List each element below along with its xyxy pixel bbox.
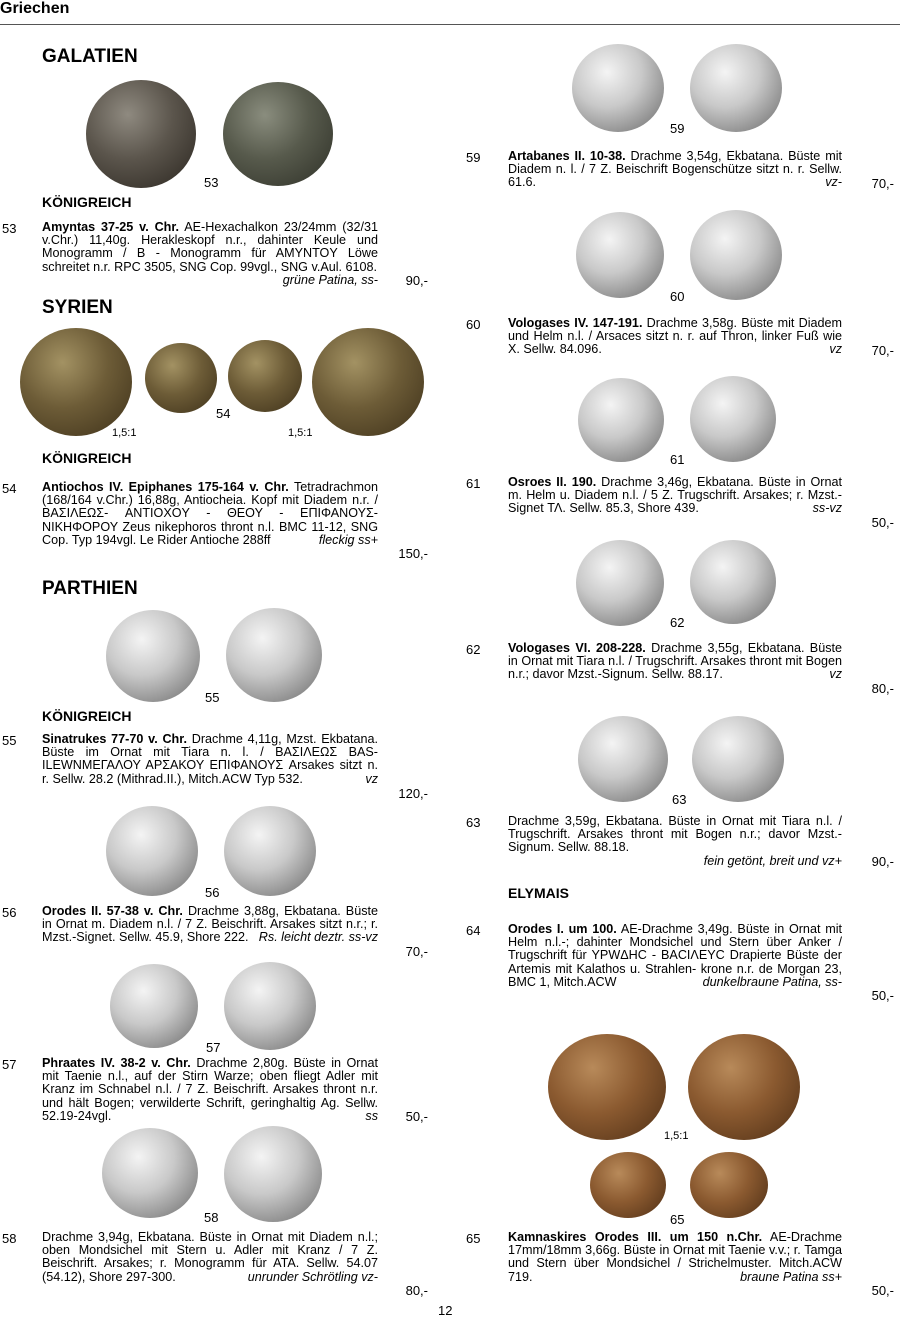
coin-number: 61 (670, 452, 685, 467)
scale-label: 1,5:1 (112, 427, 137, 439)
lot-price: 90,- (405, 273, 428, 288)
lot-text: Drachme 3,46g, Ekbatana. Büste in Ornat m. Helm u. Diadem n.l. / 5 Z. Trugschrift. Arsakes; r. Mzst.-Signet ΤΛ. Sellw. 85.3, Shore 439. (508, 475, 842, 516)
lot-price: 120,- (398, 786, 428, 801)
lot-text: AE-Drachme 17mm/18mm 3,66g. Büste in Ornat mit Taenie v.v.; r. Tamga und Stern über Mondsichel / Strichelmuster. Mitch.ACW 719. (508, 1230, 843, 1284)
coin-image-53-obverse (86, 80, 196, 188)
lot-title: Antiochos IV. Epiphanes 175-164 v. Chr. (42, 480, 289, 494)
lot-description (508, 1231, 842, 1284)
lot-price: 70,- (405, 944, 428, 959)
lot-grade: braune Patina ss+ (740, 1269, 842, 1284)
coin-image-55-obverse (106, 610, 200, 702)
coin-image-54-obverse (145, 343, 217, 413)
lot-text: Drachme 4,11g, Mzst. Ekbatana. Büste im Ornat mit Tiara n. l. / ΒΑΣΙΛΕΩΣ BAS-ILEWNMEΓΑΛΟΥ ΑΡΣΑΚΟΥ ΕΠΙΦΑΝΟΥΣ Arsakes sitzt n. r. Sellw. 28.2 (Mithrad.II.), Mitch.ACW Typ 532. (42, 732, 378, 786)
lot-price: 50,- (871, 1283, 894, 1298)
lot-number: 56 (2, 905, 17, 920)
lot-number: 61 (466, 476, 481, 491)
coin-image-60-obverse (576, 212, 664, 298)
lot-grade: vz (829, 667, 842, 682)
lot-number: 53 (2, 221, 17, 236)
lot-description (42, 481, 378, 547)
lot-number: 60 (466, 317, 481, 332)
lot-description (42, 1057, 378, 1123)
coin-number: 62 (670, 615, 685, 630)
kingdom-label: KÖNIGREICH (42, 194, 132, 210)
coin-image-56-obverse (106, 806, 198, 896)
lot-grade: unrunder Schrötling vz- (247, 1269, 378, 1284)
coin-image-65-reverse-enlarged (688, 1034, 800, 1140)
lot-title: Artabanes II. 10-38. (508, 149, 626, 163)
page-header: Griechen (0, 0, 70, 17)
coin-number: 58 (204, 1210, 219, 1225)
lot-number: 63 (466, 815, 481, 830)
coin-image-65-reverse (690, 1152, 768, 1218)
lot-grade: ss-vz (812, 501, 842, 516)
lot-number: 58 (2, 1231, 17, 1246)
lot-price: 150,- (398, 546, 428, 561)
lot-text: Drachme 3,54g, Ekbatana. Büste mit Diadem n. l. / 7 Z. Beischrift Bogenschütze sitzt n. r. Sellw. 61.6. (508, 149, 843, 190)
coin-image-65-obverse (590, 1152, 666, 1218)
coin-image-59-obverse (572, 44, 664, 132)
lot-number: 54 (2, 481, 17, 496)
lot-title: Orodes II. 57-38 v. Chr. (42, 904, 183, 918)
coin-image-63-reverse (692, 716, 784, 802)
kingdom-label: KÖNIGREICH (42, 708, 132, 724)
lot-number: 62 (466, 642, 481, 657)
coin-image-57-obverse (110, 964, 198, 1048)
coin-number: 55 (205, 690, 220, 705)
lot-title: Amyntas 37-25 v. Chr. (42, 220, 180, 234)
lot-price: 50,- (871, 515, 894, 530)
coin-image-58-reverse (224, 1126, 322, 1222)
lot-title: Osroes II. 190. (508, 475, 597, 489)
lot-description (42, 905, 378, 945)
lot-grade: Rs. leicht deztr. ss-vz (258, 930, 378, 945)
coin-image-53-reverse (223, 82, 333, 186)
lot-price: 50,- (405, 1109, 428, 1124)
lot-number: 57 (2, 1057, 17, 1072)
coin-image-58-obverse (102, 1128, 198, 1218)
section-title-elymais: ELYMAIS (508, 885, 569, 901)
lot-title: Phraates IV. 38-2 v. Chr. (42, 1056, 191, 1070)
coin-image-54-obverse-enlarged (20, 328, 132, 436)
coin-image-59-reverse (690, 44, 782, 132)
scale-label: 1,5:1 (288, 427, 313, 439)
lot-description (42, 221, 378, 287)
lot-text: Drachme 3,58g. Büste mit Diadem und Helm n.l. / Arsaces sitzt n. r. auf Thron, linker Fuß wie X. Sellw. 84.096. (508, 316, 843, 357)
lot-number: 59 (466, 150, 481, 165)
lot-price: 80,- (405, 1283, 428, 1298)
lot-grade: vz (829, 342, 842, 357)
lot-description (508, 150, 842, 190)
coin-number: 60 (670, 289, 685, 304)
lot-text: Drachme 3,55g, Ekbatana. Büste in Ornat mit Tiara n.l. / Trugschrift. Arsakes thront mit Bogen n.r.; davor Mzst.-Signum. Sellw. 88.17. (508, 641, 843, 682)
lot-text: AE-Drachme 3,49g. Büste in Ornat mit Helm n.l.-; dahinter Mondsichel und Stern über Anker / Trugschrift für YPWΔHC - BACIΛEYC Drapierte Büste der Artemis mit Kalathos u. Strahlen- krone n.r. de Morgan 23, BMC 1, Mitch.ACW (508, 922, 842, 989)
coin-image-54-reverse-enlarged (312, 328, 424, 436)
header-rule (0, 24, 900, 25)
section-title-parthien: PARTHIEN (42, 578, 138, 599)
coin-image-55-reverse (226, 608, 322, 702)
coin-image-65-obverse-enlarged (548, 1034, 666, 1140)
coin-number: 53 (204, 175, 219, 190)
lot-grade: grüne Patina, ss- (282, 272, 378, 287)
section-title-galatien: GALATIEN (42, 46, 138, 67)
lot-number: 65 (466, 1231, 481, 1246)
lot-title: Orodes I. um 100. (508, 922, 617, 936)
lot-description (42, 733, 378, 786)
coin-number: 57 (206, 1040, 221, 1055)
coin-image-62-obverse (576, 540, 664, 626)
lot-title: Vologases VI. 208-228. (508, 641, 646, 655)
lot-text: Tetradrachmon (168/164 v.Chr.) 16,88g, Antiocheia. Kopf mit Diadem n.r. / ΒΑΣΙΛΕΩΣ- ANTIOXOY - ΘΕΟΥ - ΕΠΙΦΑΝΟΥΣ- ΝΙΚΗΦΟΡΟΥ Zeus nikephoros thront n.l. BMC 11-12, SNG Cop. Typ 194vgl. Le Rider Antioche 288ff (42, 480, 378, 547)
coin-image-57-reverse (224, 962, 316, 1050)
lot-text: Drachme 3,94g, Ekbatana. Büste in Ornat mit Diadem n.l.; oben Mondsichel mit Stern u. Adler mit Kranz / 7 Z. Beischrift. Arsakes; r. Monogramm für ATA. Sellw. 54.07 (54.12), Shore 297-300. (42, 1230, 378, 1284)
lot-grade: fleckig ss+ (318, 532, 378, 547)
coin-image-60-reverse (690, 210, 782, 300)
page-number: 12 (438, 1303, 453, 1318)
lot-description (508, 923, 842, 989)
lot-description (508, 815, 842, 868)
lot-text: Drachme 2,80g. Büste in Ornat mit Taenie n.l., auf der Stirn Warze; oben fliegt Adler mit Kranz im Schnabel n.l. / 7 Z. Beischrift. Arsakes thront n.r. und hält Bogen; verwilderte Schrift, geringhaltig Ag. Sellw. 52.19-24vgl. (42, 1056, 379, 1123)
lot-description (508, 317, 842, 357)
lot-price: 70,- (871, 343, 894, 358)
lot-price: 70,- (871, 176, 894, 191)
coin-image-56-reverse (224, 806, 316, 896)
lot-title: Sinatrukes 77-70 v. Chr. (42, 732, 187, 746)
lot-title: Vologases IV. 147-191. (508, 316, 643, 330)
coin-number: 59 (670, 121, 685, 136)
lot-text: AE-Hexachalkon 23/24mm (32/31 v.Chr.) 11,40g. Herakleskopf n.r., dahinter Keule und Monogramm / B - Monogramm für AMYNTOY Löwe schreitet n.r. RPC 3505, SNG Cop. 99vgl., SNG v.Aul. 6108. (42, 220, 378, 274)
section-title-syrien: SYRIEN (42, 297, 113, 318)
coin-image-61-obverse (578, 378, 664, 462)
kingdom-label: KÖNIGREICH (42, 450, 132, 466)
lot-description (42, 1231, 378, 1284)
coin-number: 63 (672, 792, 687, 807)
coin-number: 65 (670, 1212, 685, 1227)
coin-image-54-reverse (228, 340, 302, 412)
lot-number: 55 (2, 733, 17, 748)
lot-grade: dunkelbraune Patina, ss- (702, 974, 842, 989)
coin-image-61-reverse (690, 376, 776, 462)
coin-number: 56 (205, 885, 220, 900)
scale-label: 1,5:1 (664, 1130, 689, 1142)
lot-description (508, 642, 842, 682)
lot-grade: vz- (825, 175, 842, 190)
coin-number: 54 (216, 406, 231, 421)
coin-image-63-obverse (578, 716, 668, 802)
lot-title: Kamnaskires Orodes III. um 150 n.Chr. (508, 1230, 763, 1244)
lot-grade: ss (365, 1108, 378, 1123)
lot-price: 90,- (871, 854, 894, 869)
lot-number: 64 (466, 923, 481, 938)
lot-text: Drachme 3,59g, Ekbatana. Büste in Ornat mit Tiara n.l. / Trugschrift. Arsakes thront mit Bogen n.r.; davor Mzst.-Signum. Sellw. 88.18. (508, 814, 842, 855)
lot-grade: vz (365, 771, 378, 786)
lot-price: 50,- (871, 988, 894, 1003)
lot-grade: fein getönt, breit und vz+ (703, 853, 842, 868)
lot-price: 80,- (871, 681, 894, 696)
lot-description (508, 476, 842, 516)
coin-image-62-reverse (690, 540, 776, 624)
lot-text: Drachme 3,88g, Ekbatana. Büste in Ornat m. Diadem n.l. / 7 Z. Beischrift. Arsakes sitzt n.r.; r. Mzst.-Signet. Sellw. 45.9, Shore 222. (42, 904, 378, 945)
